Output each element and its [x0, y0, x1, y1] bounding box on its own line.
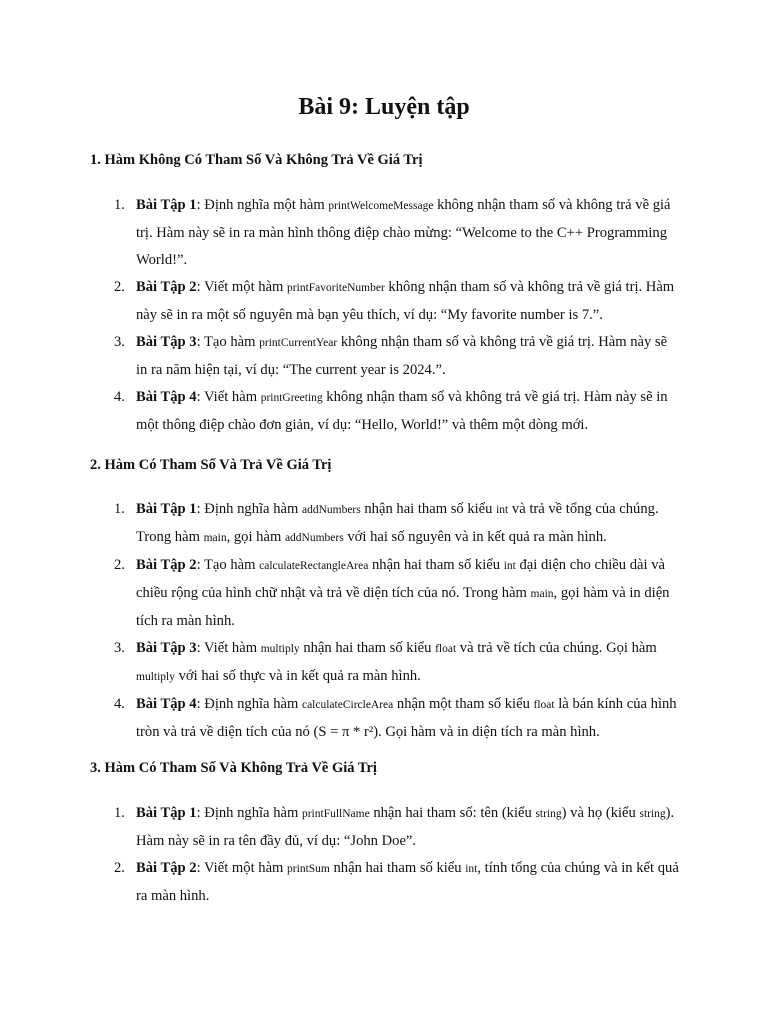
- list-item: [90, 329, 682, 384]
- function-name: multiply: [136, 671, 175, 683]
- function-name: multiply: [260, 643, 300, 655]
- item-text: ). Hàm này sẽ in ra tên đầy đủ, ví dụ: “John Doe”.: [136, 805, 675, 849]
- item-text: : Định nghĩa hàm: [196, 805, 302, 821]
- list-item: [90, 552, 682, 635]
- item-text: : Tạo hàm: [196, 334, 260, 350]
- exercise-label: Bài Tập 2: [136, 557, 197, 573]
- item-text: không nhận tham số và không trả về giá trị. Hàm này sẽ in ra một số nguyên mà bạn yêu thích, ví dụ: “My favorite number is 7.”.: [136, 279, 675, 323]
- exercise-label: Bài Tập 3: [136, 334, 197, 350]
- item-text: : Định nghĩa hàm: [196, 696, 302, 712]
- function-name: printFavoriteNumber: [287, 282, 385, 294]
- type-name: string: [535, 808, 562, 820]
- type-name: float: [533, 699, 555, 711]
- list-item: [90, 274, 682, 329]
- item-text: : Định nghĩa một hàm: [196, 197, 329, 213]
- item-number: 3.: [114, 640, 125, 656]
- section-heading: 3. Hàm Có Tham Số Và Không Trả Về Giá Trị: [90, 760, 377, 776]
- section-heading: 1. Hàm Không Có Tham Số Và Không Trả Về Giá Trị: [90, 152, 423, 168]
- exercise-label: Bài Tập 1: [136, 501, 197, 517]
- item-text: và trả về tổng của chúng. Trong hàm: [136, 501, 659, 545]
- item-text: đại diện cho chiều dài và chiều rộng của hình chữ nhật và trả về diện tích của nó. Trong hàm: [136, 557, 665, 601]
- list-item: [90, 691, 682, 746]
- item-number: 1.: [114, 805, 125, 821]
- item-text: không nhận tham số và không trả về giá trị. Hàm này sẽ in một thông điệp chào đơn giản, ví dụ: “Hello, World!” và thêm một dòng mới.: [136, 389, 668, 433]
- item-number: 1.: [114, 197, 125, 213]
- list-item: [90, 855, 682, 910]
- function-name: calculateRectangleArea: [259, 560, 369, 572]
- section-heading: 2. Hàm Có Tham Số Và Trả Về Giá Trị: [90, 457, 332, 473]
- function-name: calculateCircleArea: [301, 699, 394, 711]
- item-text: nhận hai tham số kiểu: [360, 501, 497, 517]
- item-text: không nhận tham số và không trả về giá trị. Hàm này sẽ in ra năm hiện tại, ví dụ: “The current year is 2024.”.: [136, 334, 668, 378]
- function-name: printSum: [287, 863, 330, 875]
- function-name: printGreeting: [260, 392, 323, 404]
- item-text: và trả về tích của chúng. Gọi hàm: [456, 640, 657, 656]
- exercise-label: Bài Tập 3: [136, 640, 197, 656]
- item-number: 2.: [114, 279, 125, 295]
- item-number: 1.: [114, 501, 125, 517]
- exercise-label: Bài Tập 1: [136, 197, 197, 213]
- item-text: nhận hai tham số: tên (kiểu: [369, 805, 536, 821]
- item-text: với hai số nguyên và in kết quả ra màn hình.: [343, 529, 607, 545]
- item-number: 3.: [114, 334, 125, 350]
- item-text: , gọi hàm và in diện tích ra màn hình.: [136, 585, 670, 629]
- exercise-list: [90, 496, 682, 746]
- function-name: main: [530, 588, 554, 600]
- item-text: : Viết một hàm: [196, 279, 288, 295]
- item-text: : Viết một hàm: [196, 860, 288, 876]
- list-item: [90, 635, 682, 691]
- item-text: ) và họ (kiểu: [561, 805, 640, 821]
- list-item: [90, 192, 682, 274]
- item-text: nhận một tham số kiểu: [393, 696, 534, 712]
- item-text: không nhận tham số và không trả về giá trị. Hàm này sẽ in ra màn hình thông điệp chào mừng: “Welcome to the C++ Programming World!”.: [136, 197, 671, 268]
- exercise-list: [90, 192, 682, 439]
- function-name: addNumbers: [284, 532, 344, 544]
- function-name: addNumbers: [301, 504, 361, 516]
- item-text: , tính tổng của chúng và in kết quả ra màn hình.: [136, 860, 679, 904]
- exercise-list: [90, 800, 682, 910]
- item-number: 2.: [114, 557, 125, 573]
- type-name: int: [465, 863, 478, 875]
- function-name: main: [203, 532, 227, 544]
- page-title: Bài 9: Luyện tập: [298, 94, 470, 120]
- item-text: nhận hai tham số kiểu: [329, 860, 466, 876]
- function-name: printFullName: [301, 808, 370, 820]
- exercise-label: Bài Tập 4: [136, 696, 197, 712]
- item-text: : Định nghĩa hàm: [196, 501, 302, 517]
- item-number: 4.: [114, 389, 125, 405]
- exercise-label: Bài Tập 1: [136, 805, 197, 821]
- item-number: 2.: [114, 860, 125, 876]
- item-text: với hai số thực và in kết quả ra màn hình.: [174, 668, 421, 684]
- exercise-label: Bài Tập 2: [136, 279, 197, 295]
- item-text: : Viết hàm: [196, 640, 261, 656]
- item-text: là bán kính của hình tròn và trả về diện tích của nó (S = π * r²). Gọi hàm và in diện tích ra màn hình.: [136, 696, 677, 740]
- item-text: , gọi hàm: [226, 529, 285, 545]
- list-item: [90, 384, 682, 439]
- list-item: [90, 800, 682, 855]
- function-name: printWelcomeMessage: [328, 200, 434, 212]
- item-text: nhận hai tham số kiểu: [299, 640, 436, 656]
- type-name: int: [496, 504, 509, 516]
- item-number: 4.: [114, 696, 125, 712]
- item-text: : Viết hàm: [196, 389, 261, 405]
- list-item: [90, 496, 682, 552]
- exercise-label: Bài Tập 2: [136, 860, 197, 876]
- item-text: : Tạo hàm: [196, 557, 260, 573]
- exercise-label: Bài Tập 4: [136, 389, 197, 405]
- type-name: int: [503, 560, 516, 572]
- item-text: nhận hai tham số kiểu: [368, 557, 504, 573]
- function-name: printCurrentYear: [259, 337, 338, 349]
- type-name: string: [639, 808, 666, 820]
- type-name: float: [435, 643, 457, 655]
